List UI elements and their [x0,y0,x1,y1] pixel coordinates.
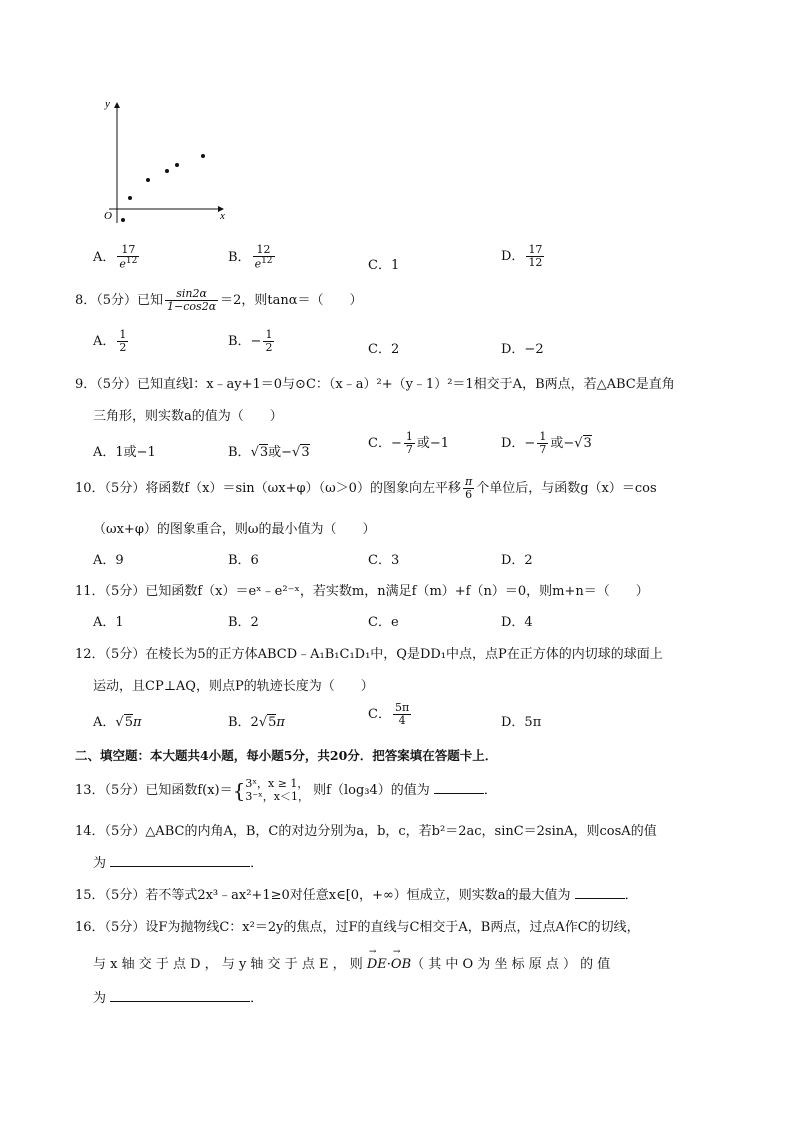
question-12-line-2: 运动，且CP⊥AQ，则点P的轨迹长度为（ ） [93,679,374,694]
q11-option-a: A．1 [93,615,124,630]
data-point [201,154,205,158]
q8-option-a: A． $\frac{1}{2}$ [93,328,127,355]
data-point [128,196,132,200]
q10-option-b: B．6 [228,553,259,568]
q7-option-c: C．1 [368,258,400,273]
q10-option-d: D．2 [501,553,533,568]
q10-option-c: C．3 [368,553,400,568]
q9-option-b: B．√3或−√3 [228,445,310,460]
q11-option-b: B．2 [228,615,259,630]
scatter-graph [95,95,240,230]
q11-option-c: C．e [368,615,399,630]
question-10-line-2: （ωx+φ）的图象重合，则ω的最小值为（ ） [93,522,376,537]
q9-option-c: C．− $\frac{1}{7}$ 或−1 [368,430,450,457]
question-13: 13．（5分）已知函数f(x)＝{ 3ˣ，x ≥ 1， 3⁻ˣ，x＜1， 则f（log₃4）的值为 ． [75,777,497,803]
question-9-line-1: 9．（5分）已知直线l：x﹣ay+1＝0与⊙C：（x﹣a）²+（y﹣1）²＝1相交于A，B两点，若△ABC是直角 [75,377,675,392]
q8-option-c: C．2 [368,342,400,357]
answer-blank-14[interactable] [110,866,250,867]
question-15: 15．（5分）若不等式2x³﹣ax²+1≥0对任意x∈[0，+∞）恒成立，则实数a的最大值为 ． [75,888,638,903]
question-14-line-1: 14．（5分）△ABC的内角A，B，C的对边分别为a，b，c，若b²＝2ac，sinC＝2sinA，则cosA的值 [75,824,657,839]
q12-option-a: A．√5π [93,715,142,730]
q12-option-c: C． $\frac{5\pi}{4}$ [368,701,410,728]
x-axis-label: x [220,210,225,222]
q8-option-d: D．−2 [501,342,544,357]
q10-option-a: A．9 [93,553,124,568]
q12-option-b: B．2√5π [228,715,285,730]
y-axis-label: y [105,98,110,110]
question-8: 8．（5分）已知 $\frac{\sin 2\alpha}{1-\cos 2\alpha}$ ＝2，则tanα＝（ ） [75,287,363,314]
question-11: 11．（5分）已知函数f（x）＝eˣ﹣e²⁻ˣ，若实数m，n满足f（m）+f（n）＝0，则m+n＝（ ） [75,584,649,599]
question-10-line-1: 10．（5分）将函数f（x）＝sin（ωx+φ）（ω＞0）的图象向左平移 $\frac{\pi}{6}$ 个单位后，与函数g（x）＝cos [75,475,657,502]
q7-option-a: A． $\frac{17}{e^{12}}$ [93,243,138,271]
question-16-line-1: 16．（5分）设F为抛物线C：x²＝2y的焦点，过F的直线与C相交于A，B两点，过点A作C的切线， [75,920,640,935]
data-point [146,178,150,182]
question-16-line-3: 为 ． [93,991,264,1006]
q12-option-d: D．5π [501,715,542,730]
data-point [165,169,169,173]
question-16-line-2: 与 x 轴 交 于 点 D ， 与 y 轴 交 于 点 E ， 则 → DE·→ OB（ 其 中 O 为 坐 标 原 点 ） 的 值 [93,953,610,972]
answer-blank-16[interactable] [110,1001,250,1002]
q11-option-d: D．4 [501,615,533,630]
data-point [121,218,125,222]
question-9-line-2: 三角形，则实数a的值为（ ） [93,409,283,424]
q9-option-a: A．1或−1 [93,445,156,460]
answer-blank-15[interactable] [575,898,625,899]
q7-option-d: D． $\frac{17}{12}$ [501,243,543,270]
q7-option-b: B． $\frac{12}{e^{12}}$ [228,243,273,271]
origin-label: O [104,210,112,222]
question-12-line-1: 12．（5分）在棱长为5的正方体ABCD﹣A₁B₁C₁D₁中，Q是DD₁中点，点P在正方体的内切球的球面上 [75,647,663,662]
q9-option-d: D．− $\frac{1}{7}$ 或−√3 [501,430,592,457]
question-14-line-2: 为 ． [93,856,264,871]
q8-option-b: B．− $\frac{1}{2}$ [228,328,273,355]
answer-blank-13[interactable] [434,793,484,794]
data-point [175,163,179,167]
section-2-heading: 二、填空题：本大题共4小题，每小题5分，共20分．把答案填在答题卡上． [75,748,498,763]
